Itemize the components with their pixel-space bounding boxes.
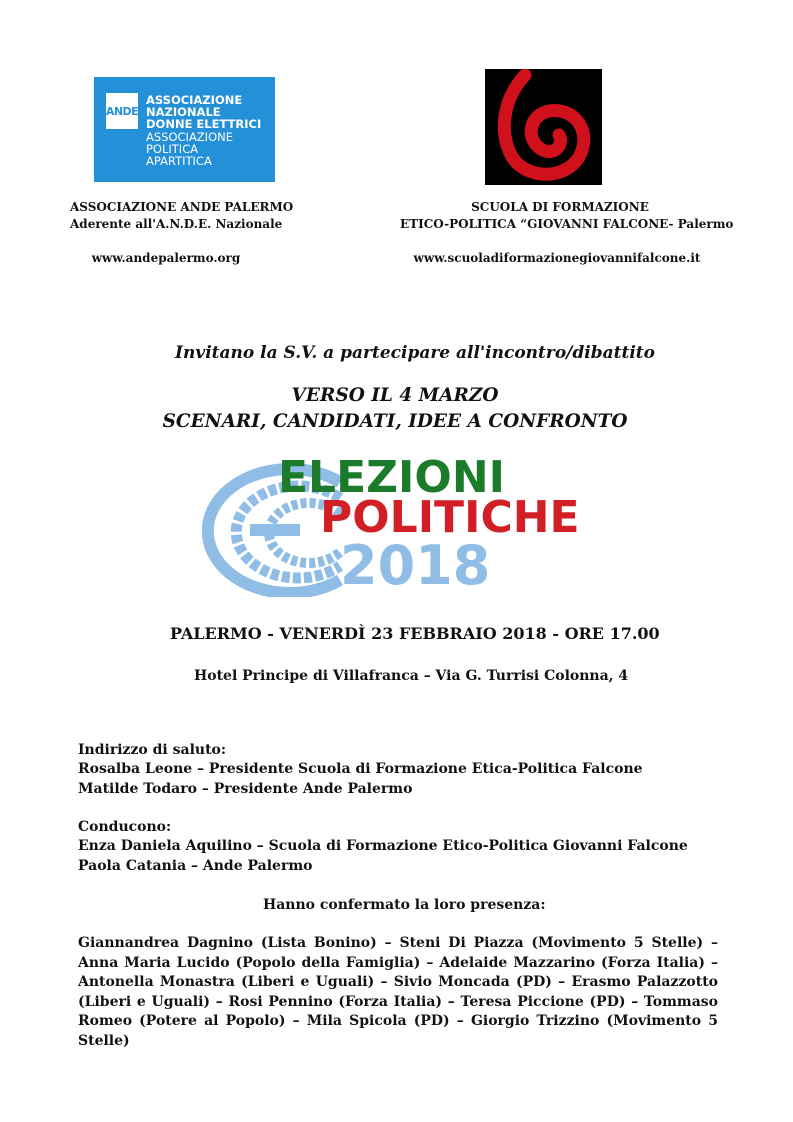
title-line-1: VERSO IL 4 MARZO bbox=[291, 385, 499, 406]
elezioni-politiche-logo bbox=[190, 452, 610, 597]
host-item: Paola Catania – Ande Palermo bbox=[78, 857, 313, 874]
red-spiral-icon bbox=[485, 69, 602, 185]
scuola-website[interactable]: www.scuoladiformazionegiovannifalcone.it bbox=[413, 251, 701, 265]
elezioni-year: 2018 bbox=[340, 534, 491, 597]
scuola-subtitle: ETICO-POLITICA “GIOVANNI FALCONE- Palermo bbox=[400, 217, 734, 231]
invitation-text: Invitano la S.V. a partecipare all'incontro/dibattito bbox=[175, 343, 655, 363]
ande-website[interactable]: www.andepalermo.org bbox=[91, 251, 241, 265]
ande-logo-line: ASSOCIAZIONE bbox=[146, 93, 243, 107]
event-datetime: PALERMO - VENERDÌ 23 FEBBRAIO 2018 - ORE 17.00 bbox=[170, 624, 660, 643]
ande-logo-line: APARTITICA bbox=[146, 154, 212, 168]
ande-subtitle: Aderente all'A.N.D.E. Nazionale bbox=[70, 217, 283, 231]
greeting-item: Rosalba Leone – Presidente Scuola di Formazione Etica-Politica Falcone bbox=[78, 761, 643, 778]
hosts-heading: Conducono: bbox=[78, 819, 172, 835]
ande-logo-line: POLITICA bbox=[146, 142, 199, 156]
hosts-section bbox=[78, 818, 688, 876]
greeting-item: Matilde Todaro – Presidente Ande Palermo bbox=[78, 780, 413, 797]
scuola-logo bbox=[485, 69, 602, 185]
ande-logo-line: ASSOCIAZIONE bbox=[146, 130, 233, 144]
confirmed-heading: Hanno confermato la loro presenza: bbox=[263, 897, 546, 913]
greetings-section bbox=[78, 741, 643, 799]
ande-name: ASSOCIAZIONE ANDE PALERMO bbox=[70, 200, 294, 214]
host-item: Enza Daniela Aquilino – Scuola di Formazione Etico-Politica Giovanni Falcone bbox=[78, 838, 688, 855]
ande-mark-icon bbox=[106, 93, 138, 129]
elezioni-line2: POLITICHE bbox=[320, 492, 580, 543]
title-line-2: SCENARI, CANDIDATI, IDEE A CONFRONTO bbox=[162, 411, 628, 432]
ande-logo-line: NAZIONALE bbox=[146, 105, 221, 119]
scuola-name: SCUOLA DI FORMAZIONE bbox=[471, 200, 649, 214]
confirmed-list: Giannandrea Dagnino (Lista Bonino) – Steni Di Piazza (Movimento 5 Stelle) – Anna Maria Lucido (Popolo della Famiglia) – Adelaide Mazzarino (Forza Italia) – Antonella Monastra (Liberi e Uguali) – Sivio Moncada (PD) – Erasmo Palazzotto (Liberi e Uguali) – Rosi Pennino (Forza Italia) – Teresa Piccione (PD) – Tommaso Romeo (Potere al Popolo) – Mila Spicola (PD) – Giorgio Trizzino (Movimento 5 Stelle) bbox=[78, 935, 718, 1049]
event-venue: Hotel Principe di Villafranca – Via G. Turrisi Colonna, 4 bbox=[194, 668, 629, 684]
elezioni-line1: ELEZIONI bbox=[278, 452, 506, 503]
ande-logo-line: DONNE ELETTRICI bbox=[146, 117, 262, 131]
ande-mark-text: ANDE bbox=[105, 104, 139, 118]
ande-logo bbox=[94, 77, 275, 182]
greetings-heading: Indirizzo di saluto: bbox=[78, 742, 227, 758]
